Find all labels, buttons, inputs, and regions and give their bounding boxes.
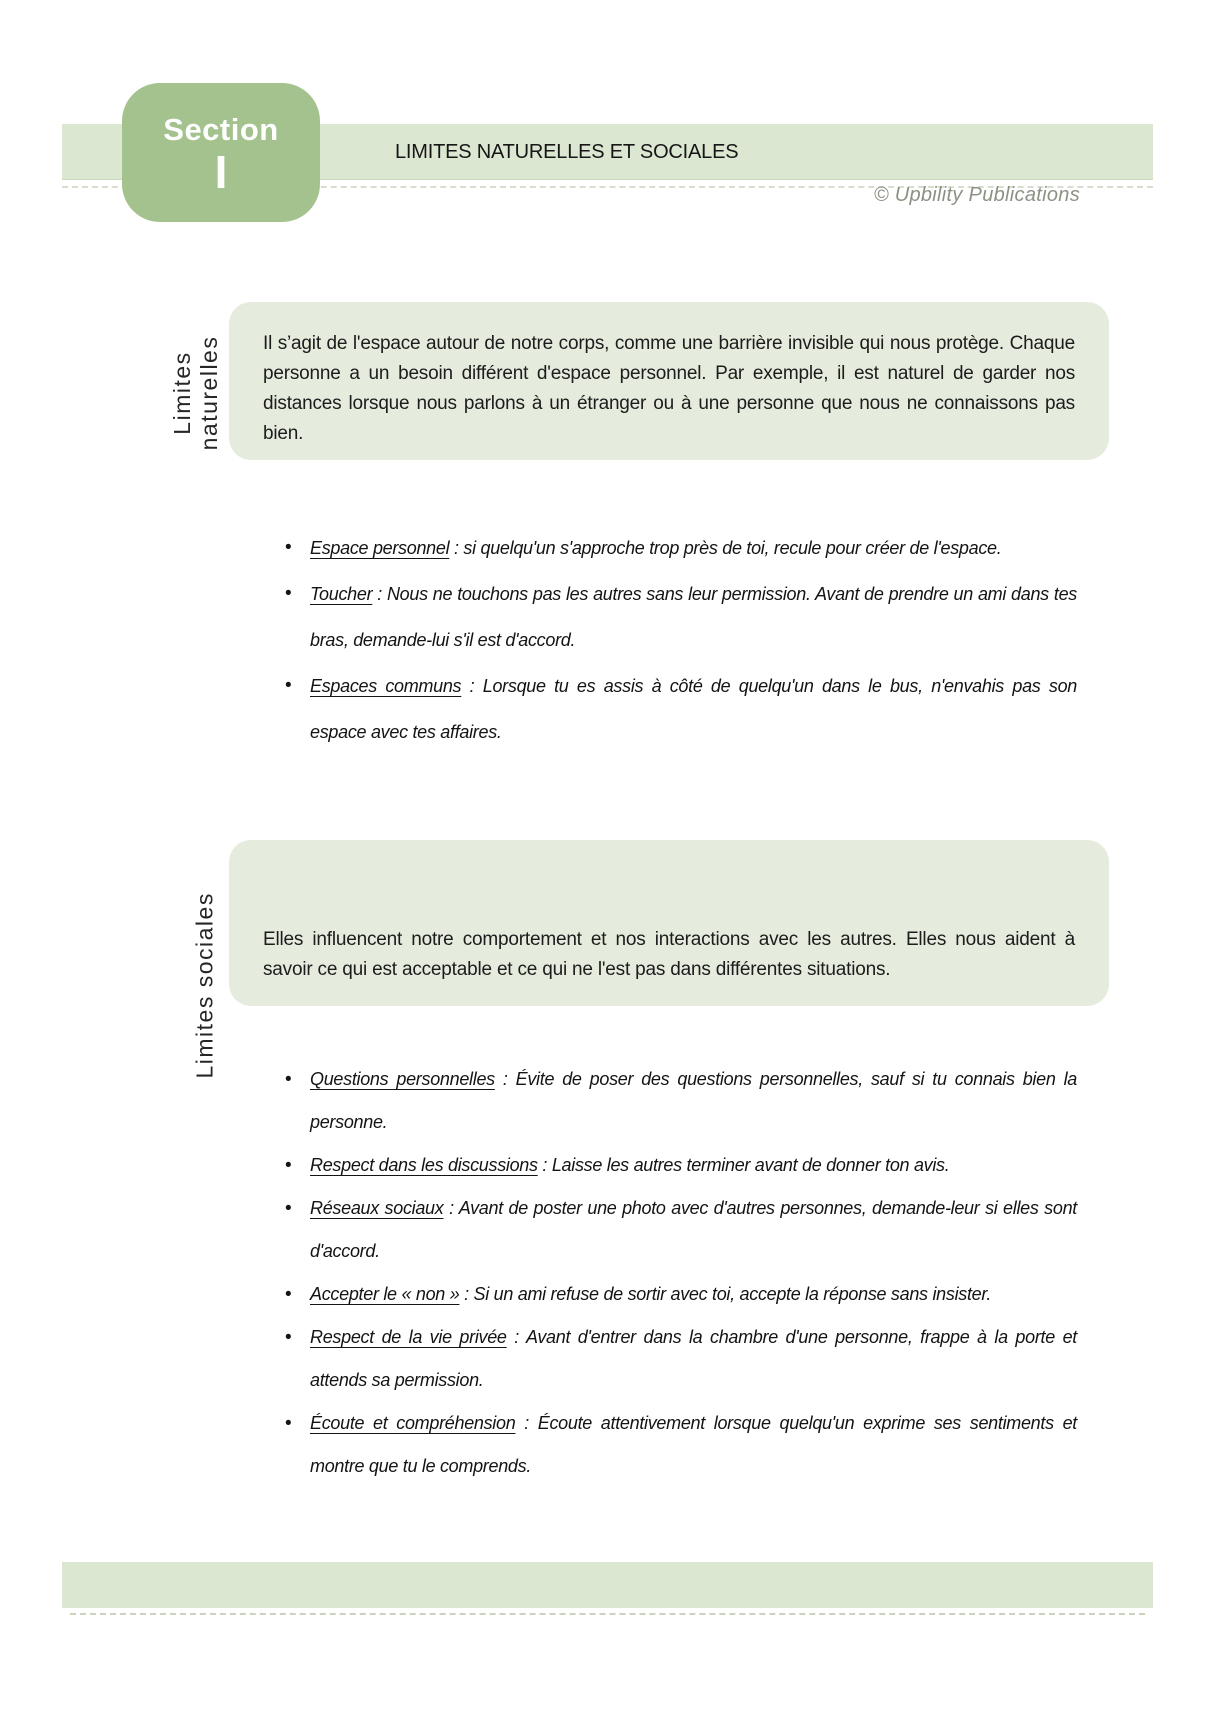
list-item-term: Respect dans les discussions [310,1155,538,1175]
list-item [283,1402,1077,1488]
section-badge-label: Section [163,111,279,147]
list-item [283,663,1077,755]
copyright-text: © Upbility Publications [873,184,1080,206]
bullet-list-naturelles [283,525,1077,755]
list-item-desc: : Avant de poster une photo avec d'autres personnes, demande-leur si elles sont d'accord. [310,1198,1078,1261]
divider-dashed-bottom [70,1613,1145,1615]
section-badge [122,83,320,222]
list-item [283,1187,1077,1273]
footer-band [62,1562,1153,1608]
list-item-desc: : Lorsque tu es assis à côté de quelqu'un dans le bus, n'envahis pas son espace avec tes affaires. [310,676,1078,742]
list-item [283,525,1077,571]
list-item-term: Respect de la vie privée [310,1327,507,1347]
section-label-line: Limites [169,351,195,435]
section-badge-numeral: I [214,145,228,198]
section-label-line: Limites sociales [191,892,218,1079]
list-item [283,571,1077,663]
list-item-desc: : si quelqu'un s'approche trop près de toi, recule pour créer de l'espace. [449,538,1002,558]
list-item-term: Accepter le « non » [310,1284,460,1304]
section-label-limites-naturelles [169,333,223,453]
intro-box-limites-sociales [229,840,1109,1006]
list-item-term: Espaces communs [310,676,462,696]
intro-box-limites-naturelles [229,302,1109,460]
list-item-desc: : Écoute attentivement lorsque quelqu'un exprime ses sentiments et montre que tu le comprends. [310,1413,1077,1476]
list-item [283,1273,1077,1316]
list-item [283,1144,1077,1187]
list-item-term: Toucher [310,584,373,604]
list-item-desc: : Nous ne touchons pas les autres sans leur permission. Avant de prendre un ami dans tes bras, demande-lui s'il est d'accord. [310,584,1077,650]
intro-text-naturelles: Il s’agit de l'espace autour de notre corps, comme une barrière invisible qui nous protège. Chaque personne a un besoin différent d'espace personnel. Par exemple, il est naturel de garder nos distances lorsque nous parlons à un étranger ou à une personne que nous ne connaissons pas bien. [263,333,1075,444]
list-item [283,1316,1077,1402]
bullet-list-sociales [283,1058,1077,1488]
page-title: LIMITES NATURELLES ET SOCIALES [395,141,739,163]
list-item-term: Questions personnelles [310,1069,495,1089]
list-item [283,1058,1077,1144]
list-item-desc: : Évite de poser des questions personnelles, sauf si tu connais bien la personne. [310,1069,1077,1132]
intro-text-sociales: Elles influencent notre comportement et nos interactions avec les autres. Elles nous aident à savoir ce qui est acceptable et ce qui ne l'est pas dans différentes situations. [263,929,1075,980]
list-item-term: Espace personnel [310,538,450,558]
list-item-term: Écoute et compréhension [310,1413,516,1433]
list-item-desc: : Laisse les autres terminer avant de donner ton avis. [537,1155,950,1175]
list-item-term: Réseaux sociaux [310,1198,444,1218]
section-label-limites-sociales [191,892,219,1079]
list-item-desc: : Si un ami refuse de sortir avec toi, accepte la réponse sans insister. [459,1284,992,1304]
section-label-line: naturelles [196,335,222,451]
list-item-desc: : Avant d'entrer dans la chambre d'une personne, frappe à la porte et attends sa permission. [310,1327,1077,1390]
